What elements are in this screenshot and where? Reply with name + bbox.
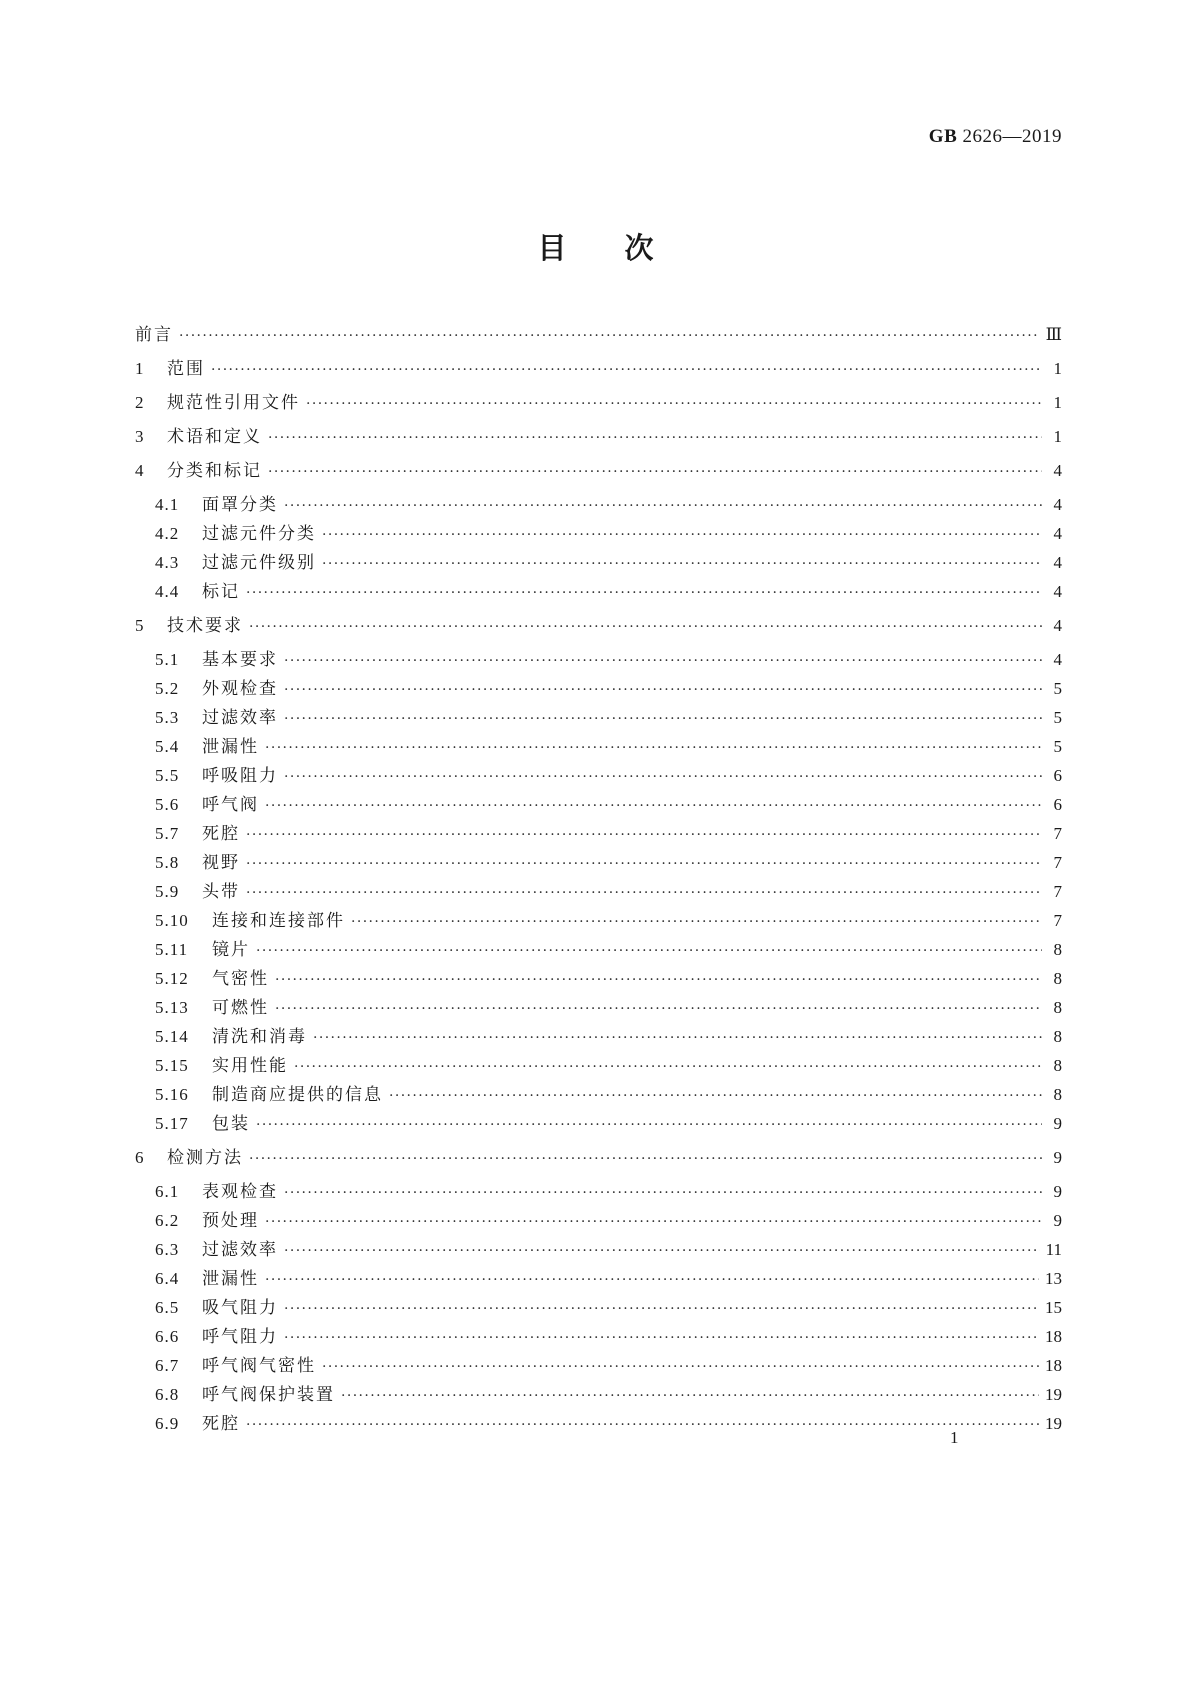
toc-entry-number: 6.8: [155, 1385, 180, 1404]
toc-entry-label: 连接和连接部件: [212, 911, 345, 931]
toc-entry-number: 6.4: [155, 1269, 180, 1288]
toc-entry[interactable]: [155, 1025, 1062, 1049]
toc-entry-label: 规范性引用文件: [167, 393, 300, 413]
toc-entry[interactable]: [155, 822, 1062, 846]
toc-entry-number: 6: [135, 1148, 145, 1167]
toc-entry-number: 2: [135, 393, 145, 412]
toc-dot-leader: [284, 649, 1042, 673]
toc-dot-leader: [246, 823, 1042, 847]
toc-entry[interactable]: [155, 1412, 1062, 1436]
toc-dot-leader: [275, 997, 1042, 1021]
toc-entry[interactable]: [155, 1083, 1062, 1107]
toc-dot-leader: [284, 1181, 1042, 1205]
toc-entry[interactable]: [155, 551, 1062, 575]
toc-dot-leader: [322, 523, 1042, 547]
toc-dot-leader: [351, 910, 1042, 934]
toc-entry-number: 1: [135, 359, 145, 378]
toc-entry[interactable]: [155, 522, 1062, 546]
toc-entry-number: 6.9: [155, 1414, 180, 1433]
toc-dot-leader: [246, 881, 1042, 905]
toc-entry-number: 5.14: [155, 1027, 189, 1046]
toc-dot-leader: [284, 494, 1042, 518]
toc-entry-label: 视野: [202, 853, 240, 873]
toc-entry-label: 过滤元件分类: [202, 524, 316, 544]
toc-entry-label: 面罩分类: [202, 495, 278, 515]
toc-entry-page: 4: [1053, 582, 1062, 601]
toc-entry[interactable]: [155, 677, 1062, 701]
toc-dot-leader: [246, 581, 1042, 605]
toc-entry-number: 5.4: [155, 737, 180, 756]
toc-entry-number: 5.12: [155, 969, 189, 988]
toc-entry-label: 前言: [135, 325, 173, 345]
toc-dot-leader: [246, 852, 1042, 876]
standard-code: [929, 126, 1062, 148]
toc-entry-label: 呼气阀气密性: [202, 1356, 316, 1376]
toc-entry-number: 5.5: [155, 766, 180, 785]
toc-entry-page: 5: [1053, 708, 1062, 727]
toc-entry[interactable]: [155, 851, 1062, 875]
toc-entry[interactable]: [155, 493, 1062, 517]
toc-entry[interactable]: [155, 1238, 1062, 1262]
toc-dot-leader: [265, 794, 1042, 818]
toc-dot-leader: [284, 678, 1042, 702]
toc-entry-label: 表观检查: [202, 1182, 278, 1202]
standard-code-prefix: GB: [928, 126, 958, 147]
toc-dot-leader: [284, 1326, 1039, 1350]
toc-entry-label: 可燃性: [212, 998, 269, 1018]
toc-entry-number: 6.1: [155, 1182, 180, 1201]
toc-entry-page: 9: [1053, 1182, 1062, 1201]
toc-dot-leader: [275, 968, 1042, 992]
toc-entry[interactable]: [155, 1209, 1062, 1233]
toc-entry-number: 6.6: [155, 1327, 180, 1346]
toc-entry-number: 6.7: [155, 1356, 180, 1375]
toc-entry-page: 19: [1045, 1414, 1062, 1433]
toc-dot-leader: [211, 358, 1042, 382]
toc-entry-label: 过滤元件级别: [202, 553, 316, 573]
toc-entry-page: 5: [1053, 679, 1062, 698]
toc-entry-label: 呼气阻力: [202, 1327, 278, 1347]
toc-dot-leader: [389, 1084, 1042, 1108]
toc-dot-leader: [268, 460, 1042, 484]
toc-entry-page: 4: [1053, 616, 1062, 635]
toc-entry-label: 气密性: [212, 969, 269, 989]
toc-entry-number: 5.10: [155, 911, 189, 930]
toc-entry-page: 13: [1045, 1269, 1062, 1288]
toc-entry[interactable]: [155, 996, 1062, 1020]
toc-entry-page: 6: [1053, 766, 1062, 785]
toc-entry-page: 9: [1053, 1148, 1062, 1167]
toc-dot-leader: [294, 1055, 1042, 1079]
toc-entry[interactable]: [155, 909, 1062, 933]
toc-entry-page: 8: [1053, 1056, 1062, 1075]
toc-dot-leader: [179, 324, 1040, 348]
toc-entry-number: 5.2: [155, 679, 180, 698]
toc-entry[interactable]: [155, 706, 1062, 730]
toc-entry-label: 标记: [202, 582, 240, 602]
toc-entry-number: 5.3: [155, 708, 180, 727]
toc-entry-label: 术语和定义: [167, 427, 262, 447]
toc-entry[interactable]: [135, 323, 1062, 347]
toc-entry-page: 8: [1053, 1085, 1062, 1104]
toc-entry-number: 5.15: [155, 1056, 189, 1075]
toc-entry-page: 1: [1053, 359, 1062, 378]
toc-entry-page: 8: [1053, 1027, 1062, 1046]
toc-entry-page: 4: [1053, 553, 1062, 572]
toc-entry-label: 呼吸阻力: [202, 766, 278, 786]
toc-entry-page: 8: [1053, 998, 1062, 1017]
toc-entry-number: 5.6: [155, 795, 180, 814]
toc-entry-number: 5: [135, 616, 145, 635]
toc-entry-page: 19: [1045, 1385, 1062, 1404]
toc-entry-label: 清洗和消毒: [212, 1027, 307, 1047]
standard-code-number: 2626—2019: [962, 126, 1062, 147]
toc-entry-page: Ⅲ: [1045, 325, 1062, 344]
toc-entry-label: 头带: [202, 882, 240, 902]
toc-entry[interactable]: [155, 1267, 1062, 1291]
toc-entry[interactable]: [155, 1383, 1062, 1407]
toc-entry-label: 呼气阀保护装置: [202, 1385, 335, 1405]
toc-dot-leader: [265, 1210, 1042, 1234]
toc-entry[interactable]: [135, 425, 1062, 449]
toc-dot-leader: [256, 1113, 1042, 1137]
toc-entry-label: 外观检查: [202, 679, 278, 699]
toc-dot-leader: [284, 1239, 1040, 1263]
toc-dot-leader: [322, 552, 1042, 576]
toc-entry-label: 泄漏性: [202, 737, 259, 757]
toc-entry-label: 检测方法: [167, 1148, 243, 1168]
toc-entry-page: 8: [1053, 940, 1062, 959]
toc-dot-leader: [284, 765, 1042, 789]
toc-dot-leader: [249, 1147, 1042, 1171]
toc-entry-number: 6.3: [155, 1240, 180, 1259]
toc-dot-leader: [256, 939, 1042, 963]
toc-entry-page: 7: [1053, 882, 1062, 901]
toc-entry-number: 5.17: [155, 1114, 189, 1133]
toc-entry-page: 4: [1053, 650, 1062, 669]
toc-entry-label: 泄漏性: [202, 1269, 259, 1289]
toc-entry-number: 3: [135, 427, 145, 446]
toc-entry-page: 7: [1053, 911, 1062, 930]
toc-entry-page: 15: [1045, 1298, 1062, 1317]
toc-entry-number: 5.8: [155, 853, 180, 872]
toc-entry-number: 4.2: [155, 524, 180, 543]
toc-entry-number: 4.3: [155, 553, 180, 572]
toc-entry-label: 制造商应提供的信息: [212, 1085, 383, 1105]
toc-dot-leader: [284, 1297, 1039, 1321]
toc-entry-number: 5.11: [155, 940, 189, 959]
toc-dot-leader: [284, 707, 1042, 731]
toc-entry-label: 基本要求: [202, 650, 278, 670]
toc-entry-label: 预处理: [202, 1211, 259, 1231]
toc-dot-leader: [246, 1413, 1039, 1437]
toc-entry[interactable]: [155, 1354, 1062, 1378]
toc-entry-label: 范围: [167, 359, 205, 379]
toc-entry-page: 4: [1053, 524, 1062, 543]
toc-entry-number: 6.2: [155, 1211, 180, 1230]
toc-entry[interactable]: [155, 1296, 1062, 1320]
toc-entry[interactable]: [155, 938, 1062, 962]
toc-entry-label: 实用性能: [212, 1056, 288, 1076]
toc-entry-page: 9: [1053, 1211, 1062, 1230]
toc-dot-leader: [249, 615, 1042, 639]
toc-entry-label: 分类和标记: [167, 461, 262, 481]
toc-entry[interactable]: [155, 1054, 1062, 1078]
toc-dot-leader: [268, 426, 1042, 450]
toc-entry-page: 5: [1053, 737, 1062, 756]
toc-entry-number: 5.16: [155, 1085, 189, 1104]
toc-entry[interactable]: [135, 1146, 1062, 1170]
toc-entry-number: 5.1: [155, 650, 180, 669]
toc-entry-page: 1: [1053, 393, 1062, 412]
toc-entry-page: 18: [1045, 1356, 1062, 1375]
toc-entry-page: 7: [1053, 824, 1062, 843]
toc-dot-leader: [265, 1268, 1039, 1292]
toc-entry-label: 技术要求: [167, 616, 243, 636]
toc-dot-leader: [313, 1026, 1042, 1050]
toc-entry[interactable]: [135, 459, 1062, 483]
toc-entry[interactable]: [155, 735, 1062, 759]
toc-entry[interactable]: [155, 1112, 1062, 1136]
toc-entry-number: 6.5: [155, 1298, 180, 1317]
toc-entry-page: 8: [1053, 969, 1062, 988]
toc-entry[interactable]: [135, 391, 1062, 415]
toc-entry-page: 9: [1053, 1114, 1062, 1133]
toc-entry-page: 11: [1045, 1240, 1062, 1259]
toc-entry-page: 1: [1053, 427, 1062, 446]
toc-entry-label: 过滤效率: [202, 708, 278, 728]
toc-entry[interactable]: [135, 357, 1062, 381]
toc-entry-label: 镜片: [212, 940, 250, 960]
toc-entry-label: 过滤效率: [202, 1240, 278, 1260]
toc-dot-leader: [265, 736, 1042, 760]
toc-entry-label: 吸气阻力: [202, 1298, 278, 1318]
toc-entry[interactable]: [155, 648, 1062, 672]
toc-entry[interactable]: [155, 1180, 1062, 1204]
toc-entry-label: 呼气阀: [202, 795, 259, 815]
toc-entry-number: 5.13: [155, 998, 189, 1017]
toc-entry[interactable]: [135, 614, 1062, 638]
toc-entry-page: 6: [1053, 795, 1062, 814]
toc-entry-label: 死腔: [202, 824, 240, 844]
toc-dot-leader: [322, 1355, 1039, 1379]
page-number: 1: [950, 1428, 959, 1447]
toc-dot-leader: [306, 392, 1042, 416]
toc-entry-number: 4: [135, 461, 145, 480]
toc-entry-label: 死腔: [202, 1414, 240, 1434]
toc-entry-number: 5.7: [155, 824, 180, 843]
toc-entry-page: 4: [1053, 461, 1062, 480]
toc-entry[interactable]: [155, 967, 1062, 991]
toc-dot-leader: [341, 1384, 1039, 1408]
page-title: 目次: [537, 231, 712, 265]
toc-entry[interactable]: [155, 880, 1062, 904]
toc-entry[interactable]: [155, 793, 1062, 817]
toc-entry[interactable]: [155, 764, 1062, 788]
toc-entry[interactable]: [155, 580, 1062, 604]
toc-entry-number: 4.1: [155, 495, 180, 514]
toc-entry-page: 7: [1053, 853, 1062, 872]
toc-entry-number: 5.9: [155, 882, 180, 901]
toc-entry-page: 4: [1053, 495, 1062, 514]
toc-entry-number: 4.4: [155, 582, 180, 601]
toc-entry[interactable]: [155, 1325, 1062, 1349]
toc-entry-label: 包装: [212, 1114, 250, 1134]
toc-entry-page: 18: [1045, 1327, 1062, 1346]
